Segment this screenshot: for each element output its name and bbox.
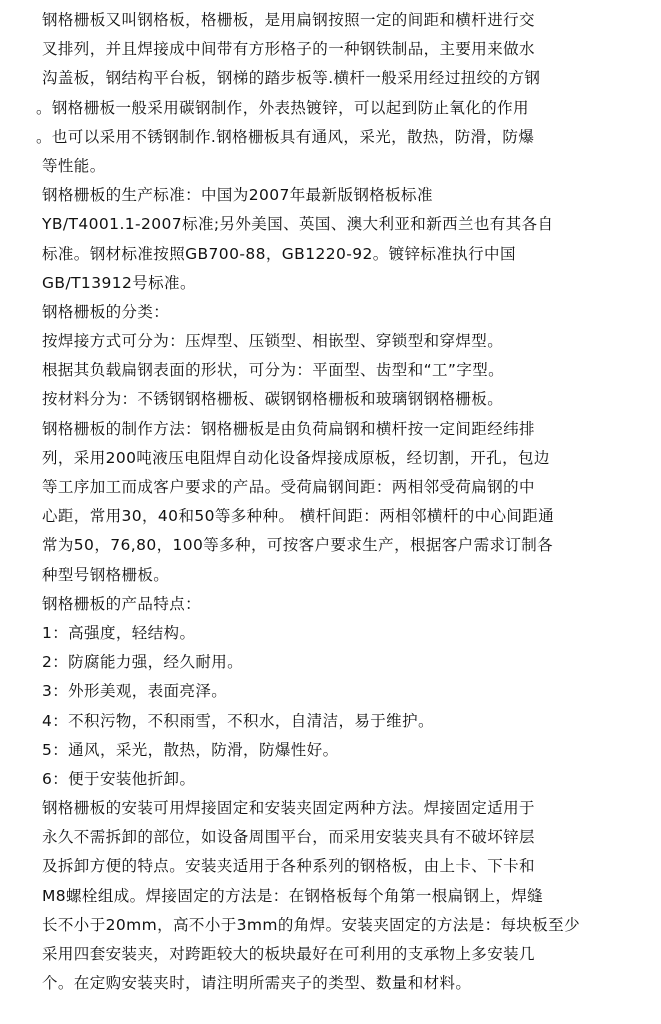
text-line: 钢格栅板的制作方法：钢格栅板是由负荷扁钢和横杆按一定间距经纬排 (42, 419, 535, 438)
text-line: 钢格栅板的生产标准：中国为2007年最新版钢格板标准 (42, 186, 433, 205)
text-line: 5：通风，采光，散热，防滑，防爆性好。 (42, 740, 339, 759)
text-line: 叉排列，并且焊接成中间带有方形格子的一种钢铁制品，主要用来做水 (42, 40, 535, 59)
text-line: 1：高强度，轻结构。 (42, 623, 196, 642)
text-line: 等工序加工而成客户要求的产品。受荷扁钢间距：两相邻受荷扁钢的中 (42, 478, 535, 496)
text-line: 列，采用200吨液压电阻焊自动化设备焊接成原板，经切割，开孔，包边 (42, 448, 550, 467)
text-line: 2：防腐能力强，经久耐用。 (42, 653, 244, 672)
text-line: 等性能。 (42, 156, 106, 175)
text-line: 6：便于安装他折卸。 (42, 769, 196, 788)
text-line: 及拆卸方便的特点。安装夹适用于各种系列的钢格板，由上卡、下卡和 (42, 857, 535, 876)
text-line: YB/T4001.1-2007标准;另外美国、英国、澳大利亚和新西兰也有其各自 (42, 215, 554, 234)
text-line: 钢格栅板的安装可用焊接固定和安装夹固定两种方法。焊接固定适用于 (42, 799, 535, 818)
text-line: 钢格栅板的产品特点： (42, 594, 202, 613)
text-line: M8螺栓组成。焊接固定的方法是：在钢格板每个角第一根扁钢上，焊缝 (42, 886, 544, 905)
text-line: 心距，常用30，40和50等多种种。 横杆间距：两相邻横杆的中心间距通 (42, 507, 555, 526)
text-line: 按焊接方式可分为：压焊型、压锁型、相嵌型、穿锁型和穿焊型。 (42, 332, 504, 351)
text-line: 个。在定购安装夹时，请注明所需夹子的类型、数量和材料。 (42, 974, 472, 993)
text-line: 按材料分为：不锈钢钢格栅板、碳钢钢格栅板和玻璃钢钢格栅板。 (42, 390, 504, 409)
text-line: GB/T13912号标准。 (42, 273, 196, 292)
text-line: 采用四套安装夹，对跨距较大的板块最好在可利用的支承物上多安装几 (42, 945, 535, 963)
text-line: 永久不需拆卸的部位，如设备周围平台，而采用安装夹具有不破坏锌层 (42, 828, 535, 847)
text-line: 种型号钢格栅板。 (42, 565, 170, 584)
text-line: 沟盖板，钢结构平台板，钢梯的踏步板等.横杆一般采用经过扭绞的方钢 (42, 69, 541, 88)
text-line: 。钢格栅板一般采用碳钢制作，外表热镀锌，可以起到防止氧化的作用 (36, 98, 529, 117)
text-line: 标准。钢材标准按照GB700-88，GB1220-92。镀锌标准执行中国 (42, 244, 516, 263)
text-line: 钢格栅板又叫钢格板，格栅板，是用扁钢按照一定的间距和横杆进行交 (42, 11, 535, 29)
text-line: 3：外形美观，表面亮泽。 (42, 682, 228, 701)
text-line: 长不小于20mm，高不小于3mm的角焊。安装夹固定的方法是：每块板至少 (42, 915, 580, 934)
text-line: 4：不积污物，不积雨雪，不积水，自清洁，易于维护。 (42, 711, 434, 730)
text-line: 根据其负载扁钢表面的形状，可分为：平面型、齿型和“工”字型。 (42, 361, 505, 380)
text-line: 。也可以采用不锈钢制作.钢格栅板具有通风，采光，散热，防滑，防爆 (36, 127, 535, 146)
text-line: 常为50，76,80，100等多种，可按客户要求生产，根据客户需求订制各 (42, 536, 554, 555)
text-line: 钢格栅板的分类： (42, 302, 170, 321)
